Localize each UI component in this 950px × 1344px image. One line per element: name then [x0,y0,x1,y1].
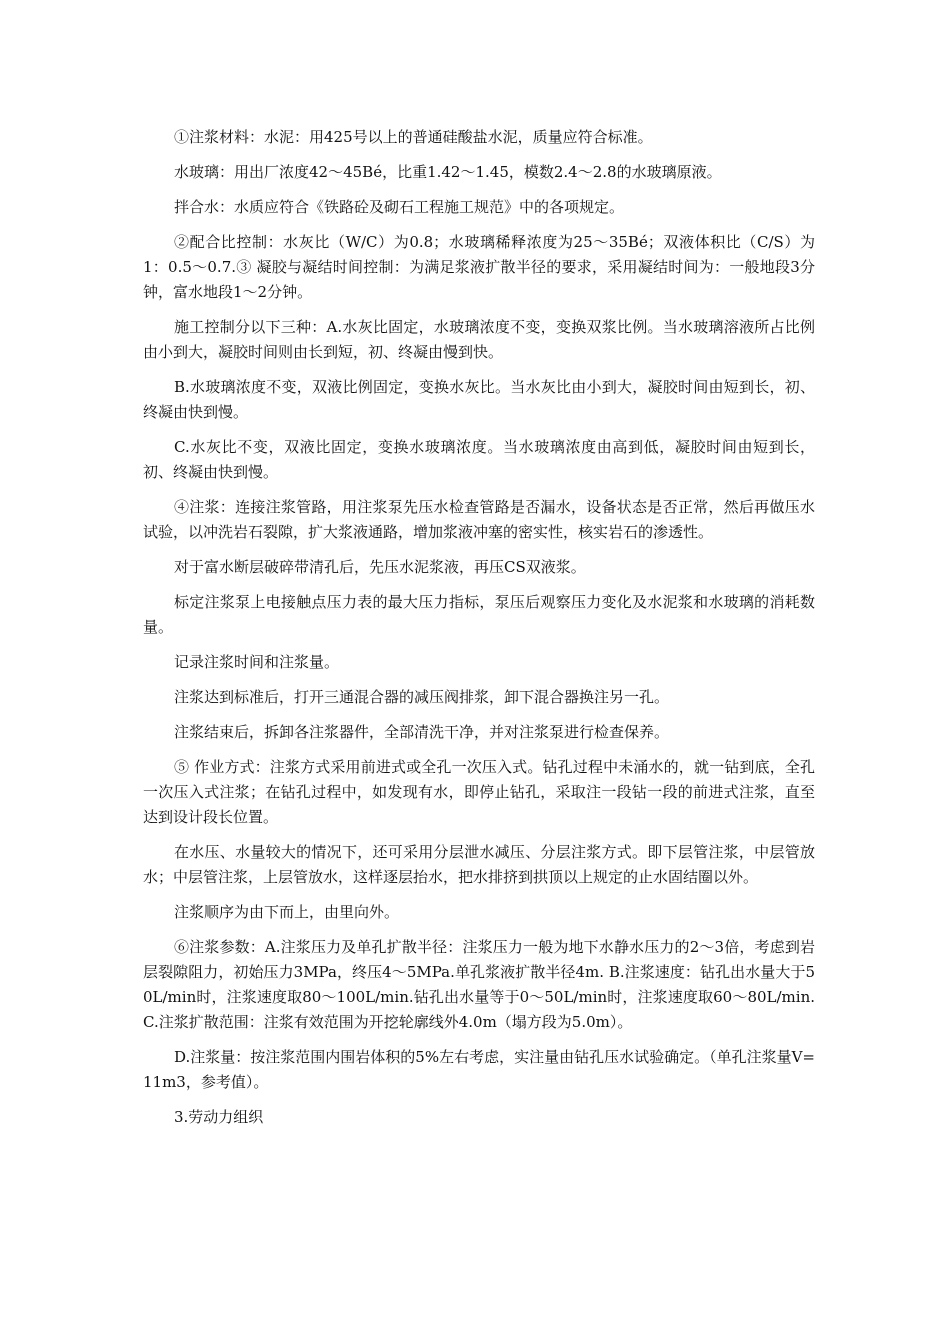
paragraph-construction-control-a: 施工控制分以下三种：A.水灰比固定，水玻璃浓度不变，变换双浆比例。当水玻璃溶液所占比例由小到大，凝胶时间则由长到短，初、终凝由慢到快。 [143,318,815,361]
document-body [143,125,815,1140]
paragraph-layered-grouting: 在水压、水量较大的情况下，还可采用分层泄水减压、分层注浆方式。即下层管注浆，中层管放水；中层管注浆，上层管放水，这样逐层抬水，把水排挤到拱顶以上规定的止水固结圈以外。 [143,843,815,886]
paragraph-grouting-quantity: D.注浆量：按注浆范围内围岩体积的5%左右考虑，实注量由钻孔压水试验确定。（单孔注浆量V=11m3，参考值）。 [143,1048,815,1091]
paragraph-grouting-order: 注浆顺序为由下而上，由里向外。 [174,903,400,921]
paragraph-grouting-cleanup: 注浆结束后，拆卸各注浆器件，全部清洗干净，并对注浆泵进行检查保养。 [174,723,670,741]
paragraph-mix-ratio-control: ②配合比控制：水灰比（W/C）为0.8；水玻璃稀释浓度为25～35Bé；双液体积比（C/S）为1：0.5～0.7.③ 凝胶与凝结时间控制：为满足浆液扩散半径的要求，采用凝结时间为：一般地段3分钟，富水地段1～2分钟。 [143,233,815,301]
paragraph-pump-calibration: 标定注浆泵上电接触点压力表的最大压力指标，泵压后观察压力变化及水泥浆和水玻璃的消耗数量。 [143,593,815,636]
paragraph-record-grouting: 记录注浆时间和注浆量。 [174,653,340,671]
paragraph-grouting-procedure: ④注浆：连接注浆管路，用注浆泵先压水检查管路是否漏水，设备状态是否正常，然后再做压水试验，以冲洗岩石裂隙，扩大浆液通路，增加浆液冲塞的密实性，核实岩石的渗透性。 [143,498,815,541]
paragraph-construction-control-b: B.水玻璃浓度不变，双液比例固定，变换水灰比。当水灰比由小到大，凝胶时间由短到长，初、终凝由快到慢。 [143,378,815,421]
section-heading-labor-organization: 3.劳动力组织 [174,1108,264,1126]
paragraph-mixing-water: 拌合水：水质应符合《铁路砼及砌石工程施工规范》中的各项规定。 [174,198,625,216]
paragraph-construction-control-c: C.水灰比不变，双液比固定，变换水玻璃浓度。当水玻璃浓度由高到低，凝胶时间由短到长，初、终凝由快到慢。 [143,438,815,481]
paragraph-grouting-parameters: ⑥注浆参数：A.注浆压力及单孔扩散半径：注浆压力一般为地下水静水压力的2～3倍，考虑到岩层裂隙阻力，初始压力3MPa，终压4～5MPa.单孔浆液扩散半径4m. B.注浆速度：钻孔出水量大于50L/min时，注浆速度取80～100L/min.钻孔出水量等于0～50L/min时，注浆速度取60～80L/min. C.注浆扩散范围：注浆有效范围为开挖轮廓线外4.0m（塌方段为5.0m）。 [143,938,815,1031]
paragraph-grouting-standard: 注浆达到标准后，打开三通混合器的减压阀排浆，卸下混合器换注另一孔。 [174,688,670,706]
paragraph-grouting-materials-cement: ①注浆材料：水泥：用425号以上的普通硅酸盐水泥，质量应符合标准。 [174,128,653,146]
paragraph-operation-mode: ⑤ 作业方式：注浆方式采用前进式或全孔一次压入式。钻孔过程中未涌水的，就一钻到底，全孔一次压入式注浆；在钻孔过程中，如发现有水，即停止钻孔，采取注一段钻一段的前进式注浆，直至达到设计段长位置。 [143,758,815,826]
paragraph-fault-zone: 对于富水断层破碎带清孔后，先压水泥浆液，再压CS双液浆。 [174,558,586,576]
paragraph-water-glass: 水玻璃：用出厂浓度42～45Bé，比重1.42～1.45，模数2.4～2.8的水玻璃原液。 [174,163,722,181]
